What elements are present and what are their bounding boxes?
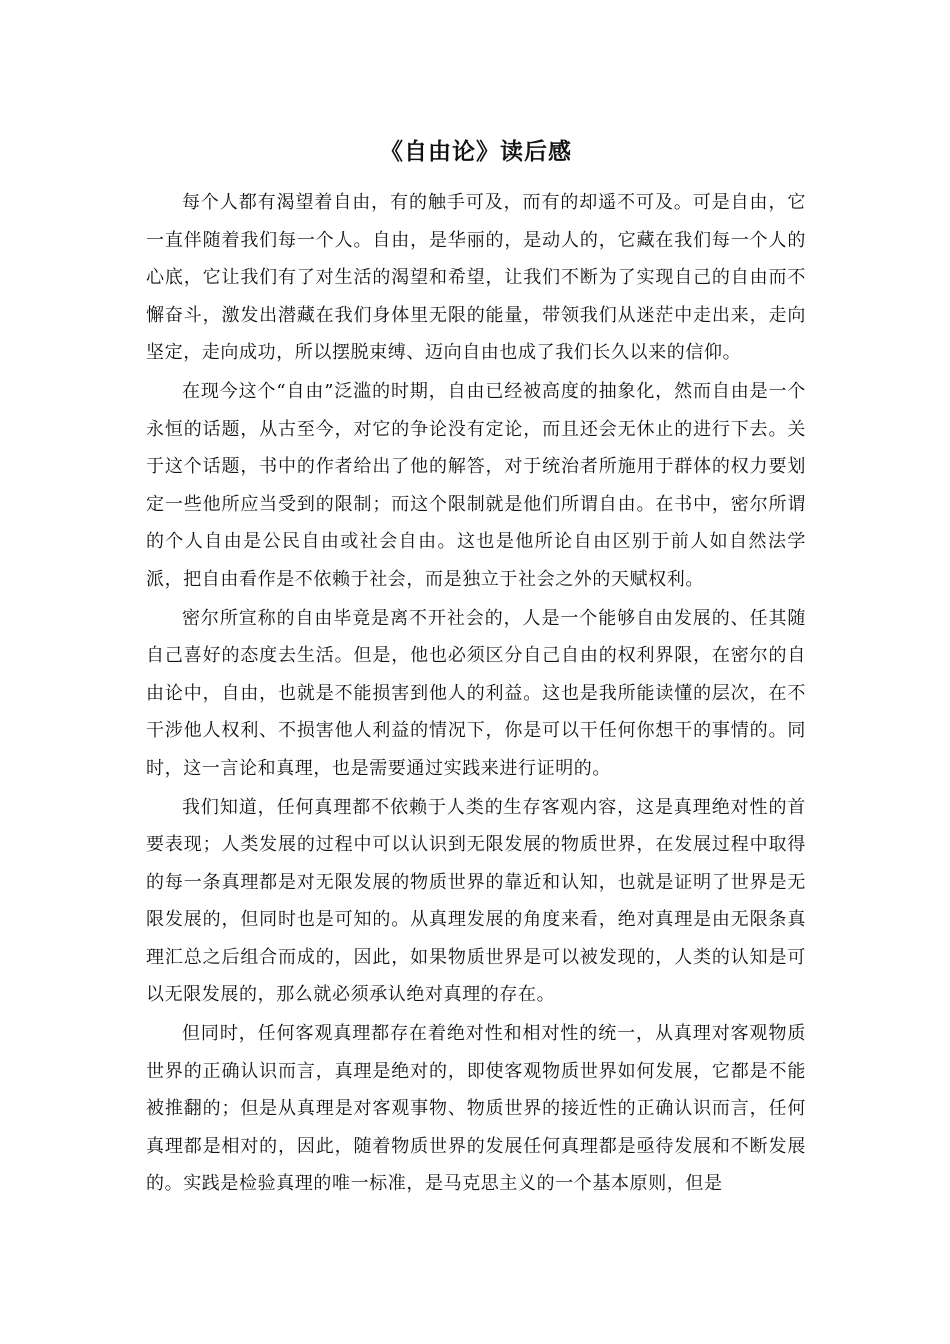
- document-title: 《自由论》读后感: [380, 139, 572, 165]
- document-page: [146, 128, 806, 1204]
- paragraph-2: 在现今这个“自由”泛滥的时期，自由已经被高度的抽象化，然而自由是一个永恒的话题，从古至今，对它的争论没有定论，而且还会无休止的进行下去。关于这个话题，书中的作者给出了他的解答，对于统治者所施用于群体的权力要划定一些他所应当受到的限制；而这个限制就是他们所谓自由。在书中，密尔所谓的个人自由是公民自由或社会自由。这也是他所论自由区别于前人如自然法学派，把自由看作是不依赖于社会，而是独立于社会之外的天赋权利。: [146, 380, 806, 590]
- paragraph-3: 密尔所宣称的自由毕竟是离不开社会的，人是一个能够自由发展的、任其随自己喜好的态度去生活。但是，他也必须区分自己自由的权利界限，在密尔的自由论中，自由，也就是不能损害到他人的利益。这也是我所能读懂的层次，在不干涉他人权利、不损害他人利益的情况下，你是可以干任何你想干的事情的。同时，这一言论和真理，也是需要通过实践来进行证明的。: [146, 607, 806, 779]
- paragraph-1: 每个人都有渴望着自由，有的触手可及，而有的却遥不可及。可是自由，它一直伴随着我们每一个人。自由，是华丽的，是动人的，它藏在我们每一个人的心底，它让我们有了对生活的渴望和希望，让我们不断为了实现自己的自由而不懈奋斗，激发出潜藏在我们身体里无限的能量，带领我们从迷茫中走出来，走向坚定，走向成功，所以摆脱束缚、迈向自由也成了我们长久以来的信仰。: [146, 192, 806, 364]
- paragraph-4: 我们知道，任何真理都不依赖于人类的生存客观内容，这是真理绝对性的首要表现；人类发展的过程中可以认识到无限发展的物质世界，在发展过程中取得的每一条真理都是对无限发展的物质世界的靠近和认知，也就是证明了世界是无限发展的，但同时也是可知的。从真理发展的角度来看，绝对真理是由无限条真理汇总之后组合而成的，因此，如果物质世界是可以被发现的，人类的认知是可以无限发展的，那么就必须承认绝对真理的存在。: [146, 796, 806, 1006]
- paragraph-5: 但同时，任何客观真理都存在着绝对性和相对性的统一，从真理对客观物质世界的正确认识而言，真理是绝对的，即使客观物质世界如何发展，它都是不能被推翻的；但是从真理是对客观事物、物质世界的接近性的正确认识而言，任何真理都是相对的，因此，随着物质世界的发展任何真理都是亟待发展和不断发展的。实践是检验真理的唯一标准，是马克思主义的一个基本原则，但是: [146, 1023, 806, 1195]
